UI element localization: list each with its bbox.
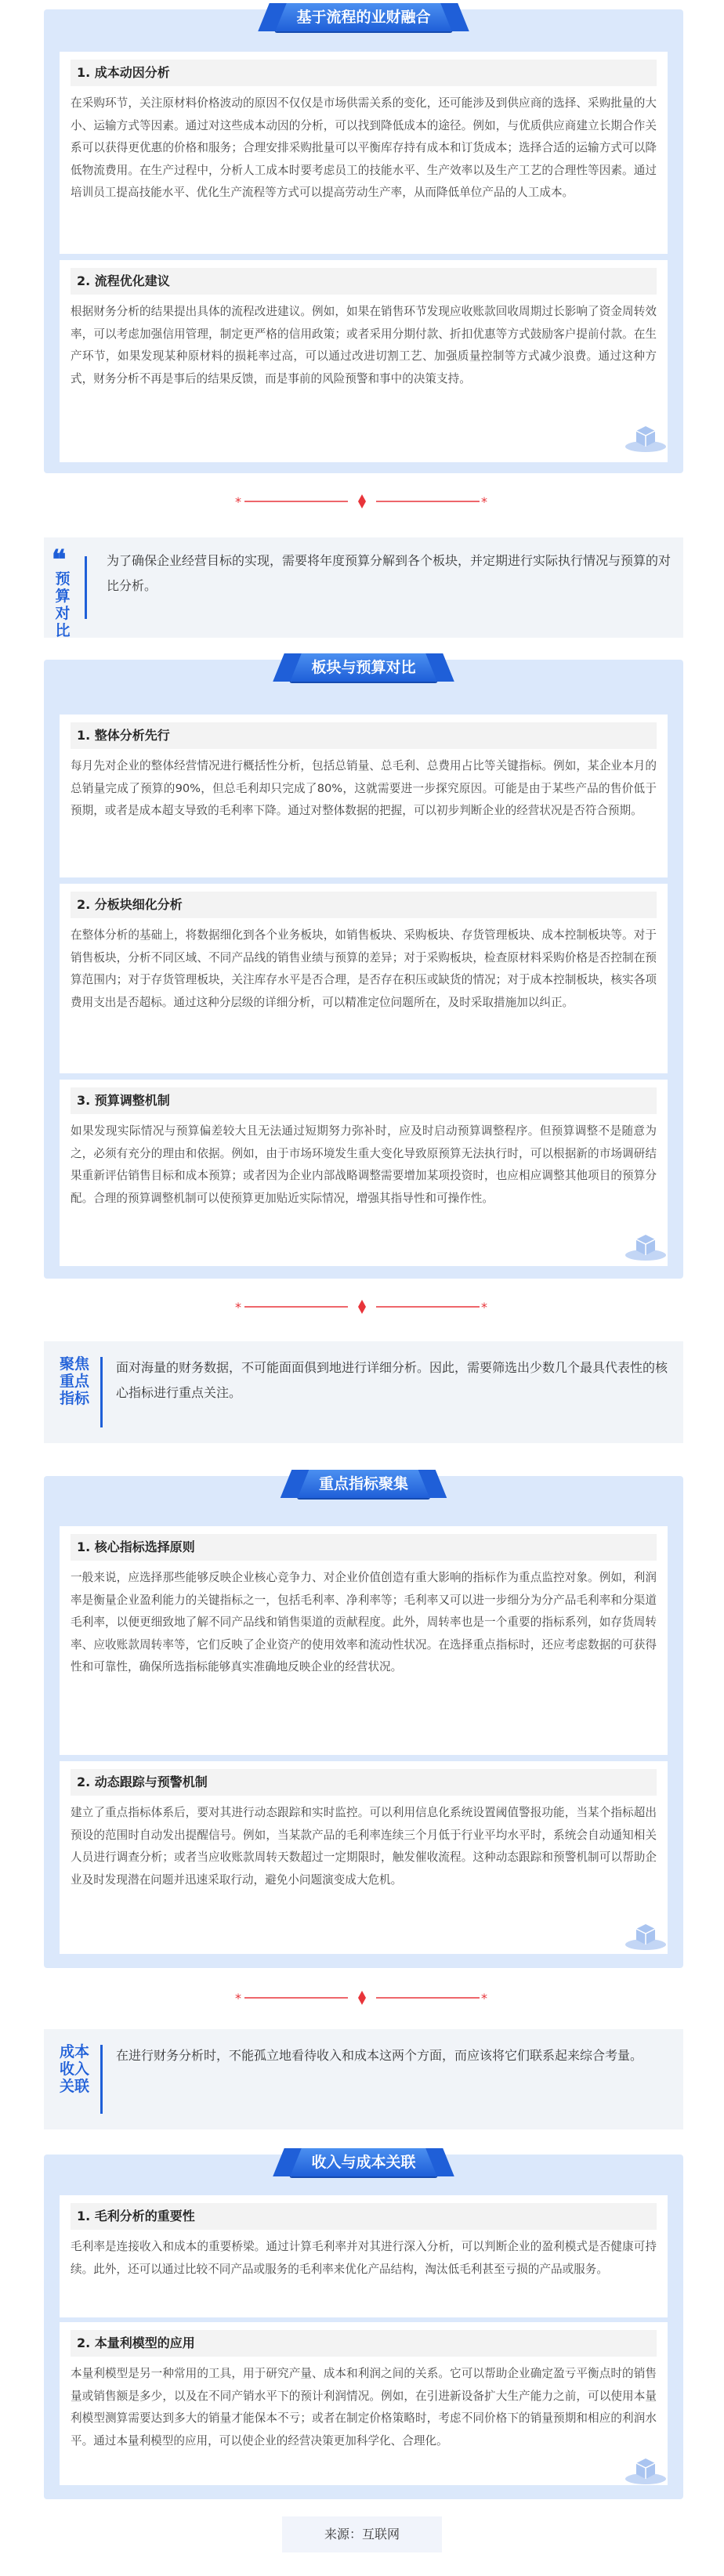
section-title: 重点指标聚集 (297, 1470, 430, 1498)
quote-block (44, 1341, 683, 1443)
content-card (60, 260, 668, 462)
svg-text:*: * (481, 1300, 487, 1315)
quote-label: 成本收入关联 (59, 2043, 89, 2095)
card-heading: 1. 成本动因分析 (71, 60, 657, 86)
card-paragraph: 如果发现实际情况与预算偏差较大且无法通过短期努力弥补时，应及时启动预算调整程序。但预算调整不是随意为之，必须有充分的理由和依据。例如，由于市场环境发生重大变化导致原预算无法执行时，可以根据新的市场调研结果重新评估销售目标和成本预算；或者因为企业内部战略调整需要增加某项投资时，也应相应调整其他项目的预算分配。合理的预算调整机制可以使预算更加贴近实际情况，增强其指导性和可操作性。 (71, 1124, 657, 1205)
svg-text:*: * (481, 1991, 487, 2006)
card-heading: 2. 流程优化建议 (71, 268, 657, 295)
card-heading: 2. 本量利模型的应用 (71, 2330, 657, 2357)
card-paragraph: 每月先对企业的整体经营情况进行概括性分析，包括总销量、总毛利、总费用占比等关键指标。例如，某企业本月的总销量完成了预算的90%，但总毛利却只完成了80%，这就需要进一步探究原因。可能是由于某些产品的售价低于预期，或者是成本超支导致的毛利率下降。通过对整体数据的把握，可以初步判断企业的经营状况是否符合预期。 (71, 759, 657, 818)
svg-text:*: * (235, 494, 241, 509)
decorative-cubes-icon (624, 417, 668, 453)
quote-mark-icon: ❝ (52, 545, 67, 576)
card-heading: 3. 预算调整机制 (71, 1087, 657, 1114)
section-title: 收入与成本关联 (289, 2148, 437, 2176)
card-heading: 1. 整体分析先行 (71, 722, 657, 749)
section-process-panel (44, 9, 683, 473)
source-credit: 来源：互联网 (282, 2516, 442, 2552)
card-paragraph: 根据财务分析的结果提出具体的流程改进建议。例如，如果在销售环节发现应收账款回收周期过长影响了资金周转效率，可以考虑加强信用管理，制定更严格的信用政策；或者采用分期付款、折扣优惠等方式鼓励客户提前付款。在生产环节，如果发现某种原材料的损耗率过高，可以通过改进切割工艺、加强质量控制等方式减少浪费。通过这种方式，财务分析不再是事后的结果反馈，而是事前的风险预警和事中的决策支持。 (71, 305, 657, 385)
content-card (60, 1526, 668, 1755)
content-card (60, 715, 668, 877)
quote-label: 预算对比 (55, 570, 71, 639)
content-card (60, 1080, 668, 1266)
content-card (60, 1761, 668, 1954)
card-paragraph: 本量利模型是另一种常用的工具，用于研究产量、成本和利润之间的关系。它可以帮助企业确定盈亏平衡点时的销售量或销售额是多少，以及在不同产销水平下的预计利润情况。例如，在引进新设备扩大生产能力之前，可以使用本量利模型测算需要达到多大的销量才能保本不亏；或者在制定价格策略时，考虑不同价格下的销量预期和相应的利润水平。通过本量利模型的应用，可以使企业的经营决策更加科学化、合理化。 (71, 2367, 657, 2448)
section-title: 基于流程的业财融合 (274, 3, 452, 31)
card-heading: 2. 分板块细化分析 (71, 892, 657, 918)
section-title: 板块与预算对比 (289, 653, 437, 682)
section-divider (0, 1982, 724, 2013)
quote-text: 为了确保企业经营目标的实现，需要将年度预算分解到各个板块，并定期进行实际执行情况与预算的对比分析。 (107, 553, 672, 593)
card-paragraph: 在整体分析的基础上，将数据细化到各个业务板块，如销售板块、采购板块、存货管理板块、成本控制板块等。对于销售板块，分析不同区域、不同产品线的销售业绩与预算的差异；对于采购板块，检查原材料采购价格是否控制在预算范围内；对于存货管理板块，关注库存水平是否合理，是否存在积压或缺货的情况；对于成本控制板块，核实各项费用支出是否超标。通过这种分层级的详细分析，可以精准定位问题所在，及时采取措施加以纠正。 (71, 928, 657, 1009)
svg-text:*: * (481, 494, 487, 509)
card-paragraph: 在采购环节，关注原材料价格波动的原因不仅仅是市场供需关系的变化，还可能涉及到供应商的选择、采购批量的大小、运输方式等因素。通过对这些成本动因的分析，可以找到降低成本的途径。例如，与优质供应商建立长期合作关系可以获得更优惠的价格和服务；合理安排采购批量可以平衡库存持有成本和订货成本；选择合适的运输方式可以降低物流费用。在生产过程中，分析人工成本时要考虑员工的技能水平、生产效率以及生产工艺的合理性等因素。通过培训员工提高技能水平、优化生产流程等方式可以提高劳动生产率，从而降低单位产品的人工成本。 (71, 96, 657, 200)
quote-block (44, 537, 683, 638)
quote-bar (100, 2045, 103, 2114)
quote-bar (85, 556, 87, 619)
card-paragraph: 毛利率是连接收入和成本的重要桥梁。通过计算毛利率并对其进行深入分析，可以判断企业的盈利模式是否健康可持续。此外，还可以通过比较不同产品或服务的毛利率来优化产品结构，淘汰低毛利甚至亏损的产品或服务。 (71, 2240, 657, 2276)
content-card (60, 884, 668, 1073)
svg-text:*: * (235, 1300, 241, 1315)
svg-text:*: * (235, 1991, 241, 2006)
decorative-cubes-icon (624, 1225, 668, 1261)
content-card (60, 2195, 668, 2317)
card-heading: 1. 核心指标选择原则 (71, 1534, 657, 1561)
card-paragraph: 建立了重点指标体系后，要对其进行动态跟踪和实时监控。可以利用信息化系统设置阈值警报功能，当某个指标超出预设的范围时自动发出提醒信号。例如，当某款产品的毛利率连续三个月低于行业平均水平时，系统会自动通知相关人员进行调查分析；或者当应收账款周转天数超过一定期限时，触发催收流程。这种动态跟踪和预警机制可以帮助企业及时发现潜在问题并迅速采取行动，避免小问题演变成大危机。 (71, 1806, 657, 1887)
quote-block (44, 2029, 683, 2129)
card-paragraph: 一般来说，应选择那些能够反映企业核心竞争力、对企业价值创造有重大影响的指标作为重点监控对象。例如，利润率是衡量企业盈利能力的关键指标之一，包括毛利率、净利率等；毛利率又可以进一步细分为分产品毛利率和分渠道毛利率，以便更细致地了解不同产品线和销售渠道的贡献程度。此外，周转率也是一个重要的指标系列，如存货周转率、应收账款周转率等，它们反映了企业资产的使用效率和流动性状况。在选择重点指标时，还应考虑数据的可获得性和可靠性，确保所选指标能够真实准确地反映企业的经营状况。 (71, 1571, 657, 1674)
content-card (60, 2322, 668, 2485)
decorative-cubes-icon (624, 1915, 668, 1951)
content-card (60, 52, 668, 254)
quote-text: 在进行财务分析时，不能孤立地看待收入和成本这两个方面，而应该将它们联系起来综合考量。 (116, 2048, 643, 2063)
section-divider (0, 486, 724, 517)
card-heading: 1. 毛利分析的重要性 (71, 2203, 657, 2230)
decorative-cubes-icon (624, 2449, 668, 2485)
section-budget-panel (44, 660, 683, 1279)
quote-label: 聚焦重点指标 (59, 1355, 89, 1407)
section-revenue-cost-panel (44, 2155, 683, 2499)
quote-bar (100, 1357, 103, 1427)
section-divider (0, 1291, 724, 1322)
quote-text: 面对海量的财务数据，不可能面面俱到地进行详细分析。因此，需要筛选出少数几个最具代表性的核心指标进行重点关注。 (116, 1360, 668, 1400)
card-heading: 2. 动态跟踪与预警机制 (71, 1769, 657, 1796)
section-indicator-panel (44, 1476, 683, 1968)
